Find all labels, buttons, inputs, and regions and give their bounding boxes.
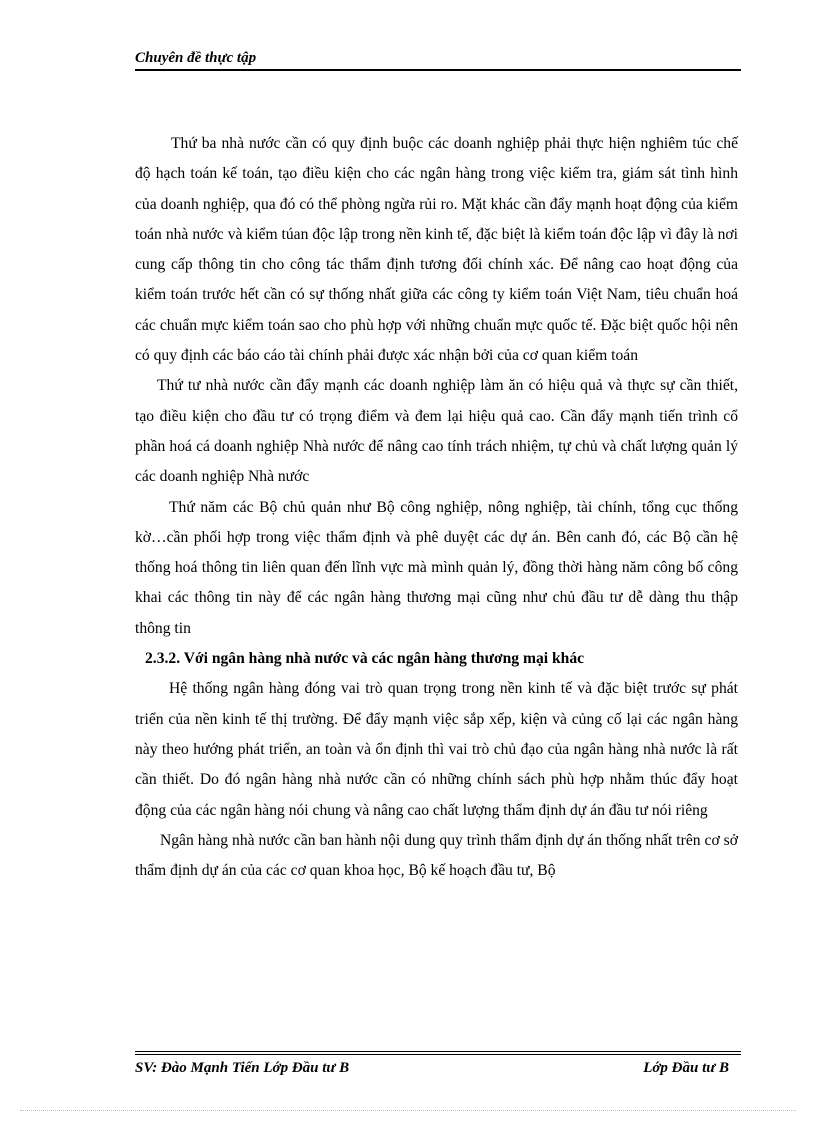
paragraph-state-bank: Ngân hàng nhà nước cần ban hành nội dung quy trình thẩm định dự án thống nhất trên cơ sở thẩm định dự án của các cơ quan khoa học, Bộ kế hoạch đầu tư, Bộ (135, 831, 738, 880)
page-bottom-border (20, 1110, 796, 1111)
paragraph-third-point: Thứ ba nhà nước cần có quy định buộc các doanh nghiệp phải thực hiện nghiêm túc chế độ hạch toán kế toán, tạo điều kiện cho các ngân hàng trong việc kiểm tra, giám sát tình hình của doanh nghiệp, qua đó có thể phòng ngừa rủi ro. Mặt khác cần đẩy mạnh hoạt động của kiểm toán nhà nước và kiểm túan độc lập trong nền kinh tế, đặc biệt là kiểm toán độc lập vì đây là nơi cung cấp thông tin cho công tác thẩm định tương đối chính xác. Để nâng cao hoạt động của kiểm toán trước hết cần có sự thống nhất giữa các công ty kiểm toán Việt Nam, tiêu chuẩn hoá các chuẩn mực kiểm toán sao cho phù hợp với những chuẩn mực quốc tế. Đặc biệt quốc hội nên có quy định các báo cáo tài chính phải được xác nhận bởi của cơ quan kiểm toán (135, 135, 738, 365)
page-header: Chuyên đề thực tập (135, 48, 741, 71)
paragraph-fifth-point: Thứ năm các Bộ chủ quản như Bộ công nghiệp, nông nghiệp, tài chính, tổng cục thống kờ…cần phối hợp trong việc thẩm định và phê duyệt các dự án. Bên canh đó, các Bộ cần hệ thống hoá thông tin liên quan đến lĩnh vực mà mình quản lý, đồng thời hàng năm công bố công khai các thông tin này để các ngân hàng thương mại cũng như chủ đầu tư dễ dàng thu thập thông tin (135, 498, 738, 637)
footer-divider (135, 1051, 741, 1055)
footer-student: SV: Đào Mạnh Tiến Lớp Đầu tư B (135, 1060, 350, 1076)
footer-class: Lớp Đầu tư B (643, 1060, 729, 1076)
paragraph-fourth-point: Thứ tư nhà nước cần đẩy mạnh các doanh nghiệp làm ăn có hiệu quả và thực sự cần thiết, tạo điều kiện cho đầu tư có trọng điểm và đem lại hiệu quả cao. Cần đẩy mạnh tiến trình cổ phần hoá cá doanh nghiệp Nhà nước để nâng cao tính trách nhiệm, tự chủ và chất lượng quản lý các doanh nghiệp Nhà nước (135, 377, 738, 486)
section-heading: 2.3.2. Với ngân hàng nhà nước và các ngân hàng thương mại khác (145, 650, 585, 668)
body-text (135, 129, 738, 886)
paragraph-banking-system: Hệ thống ngân hàng đóng vai trò quan trọng trong nền kinh tế và đặc biệt trước sự phát triển của nền kinh tế thị trường. Để đẩy mạnh việc sắp xếp, kiện và củng cố lại các ngân hàng này theo hướng phát triển, an toàn và ổn định thì vai trò chủ đạo của ngân hàng nhà nước là rất cần thiết. Do đó ngân hàng nhà nước cần có những chính sách phù hợp nhằm thúc đẩy hoạt động của các ngân hàng nói chung và nâng cao chất lượng thẩm định dự án đầu tư nói riêng (135, 680, 738, 819)
